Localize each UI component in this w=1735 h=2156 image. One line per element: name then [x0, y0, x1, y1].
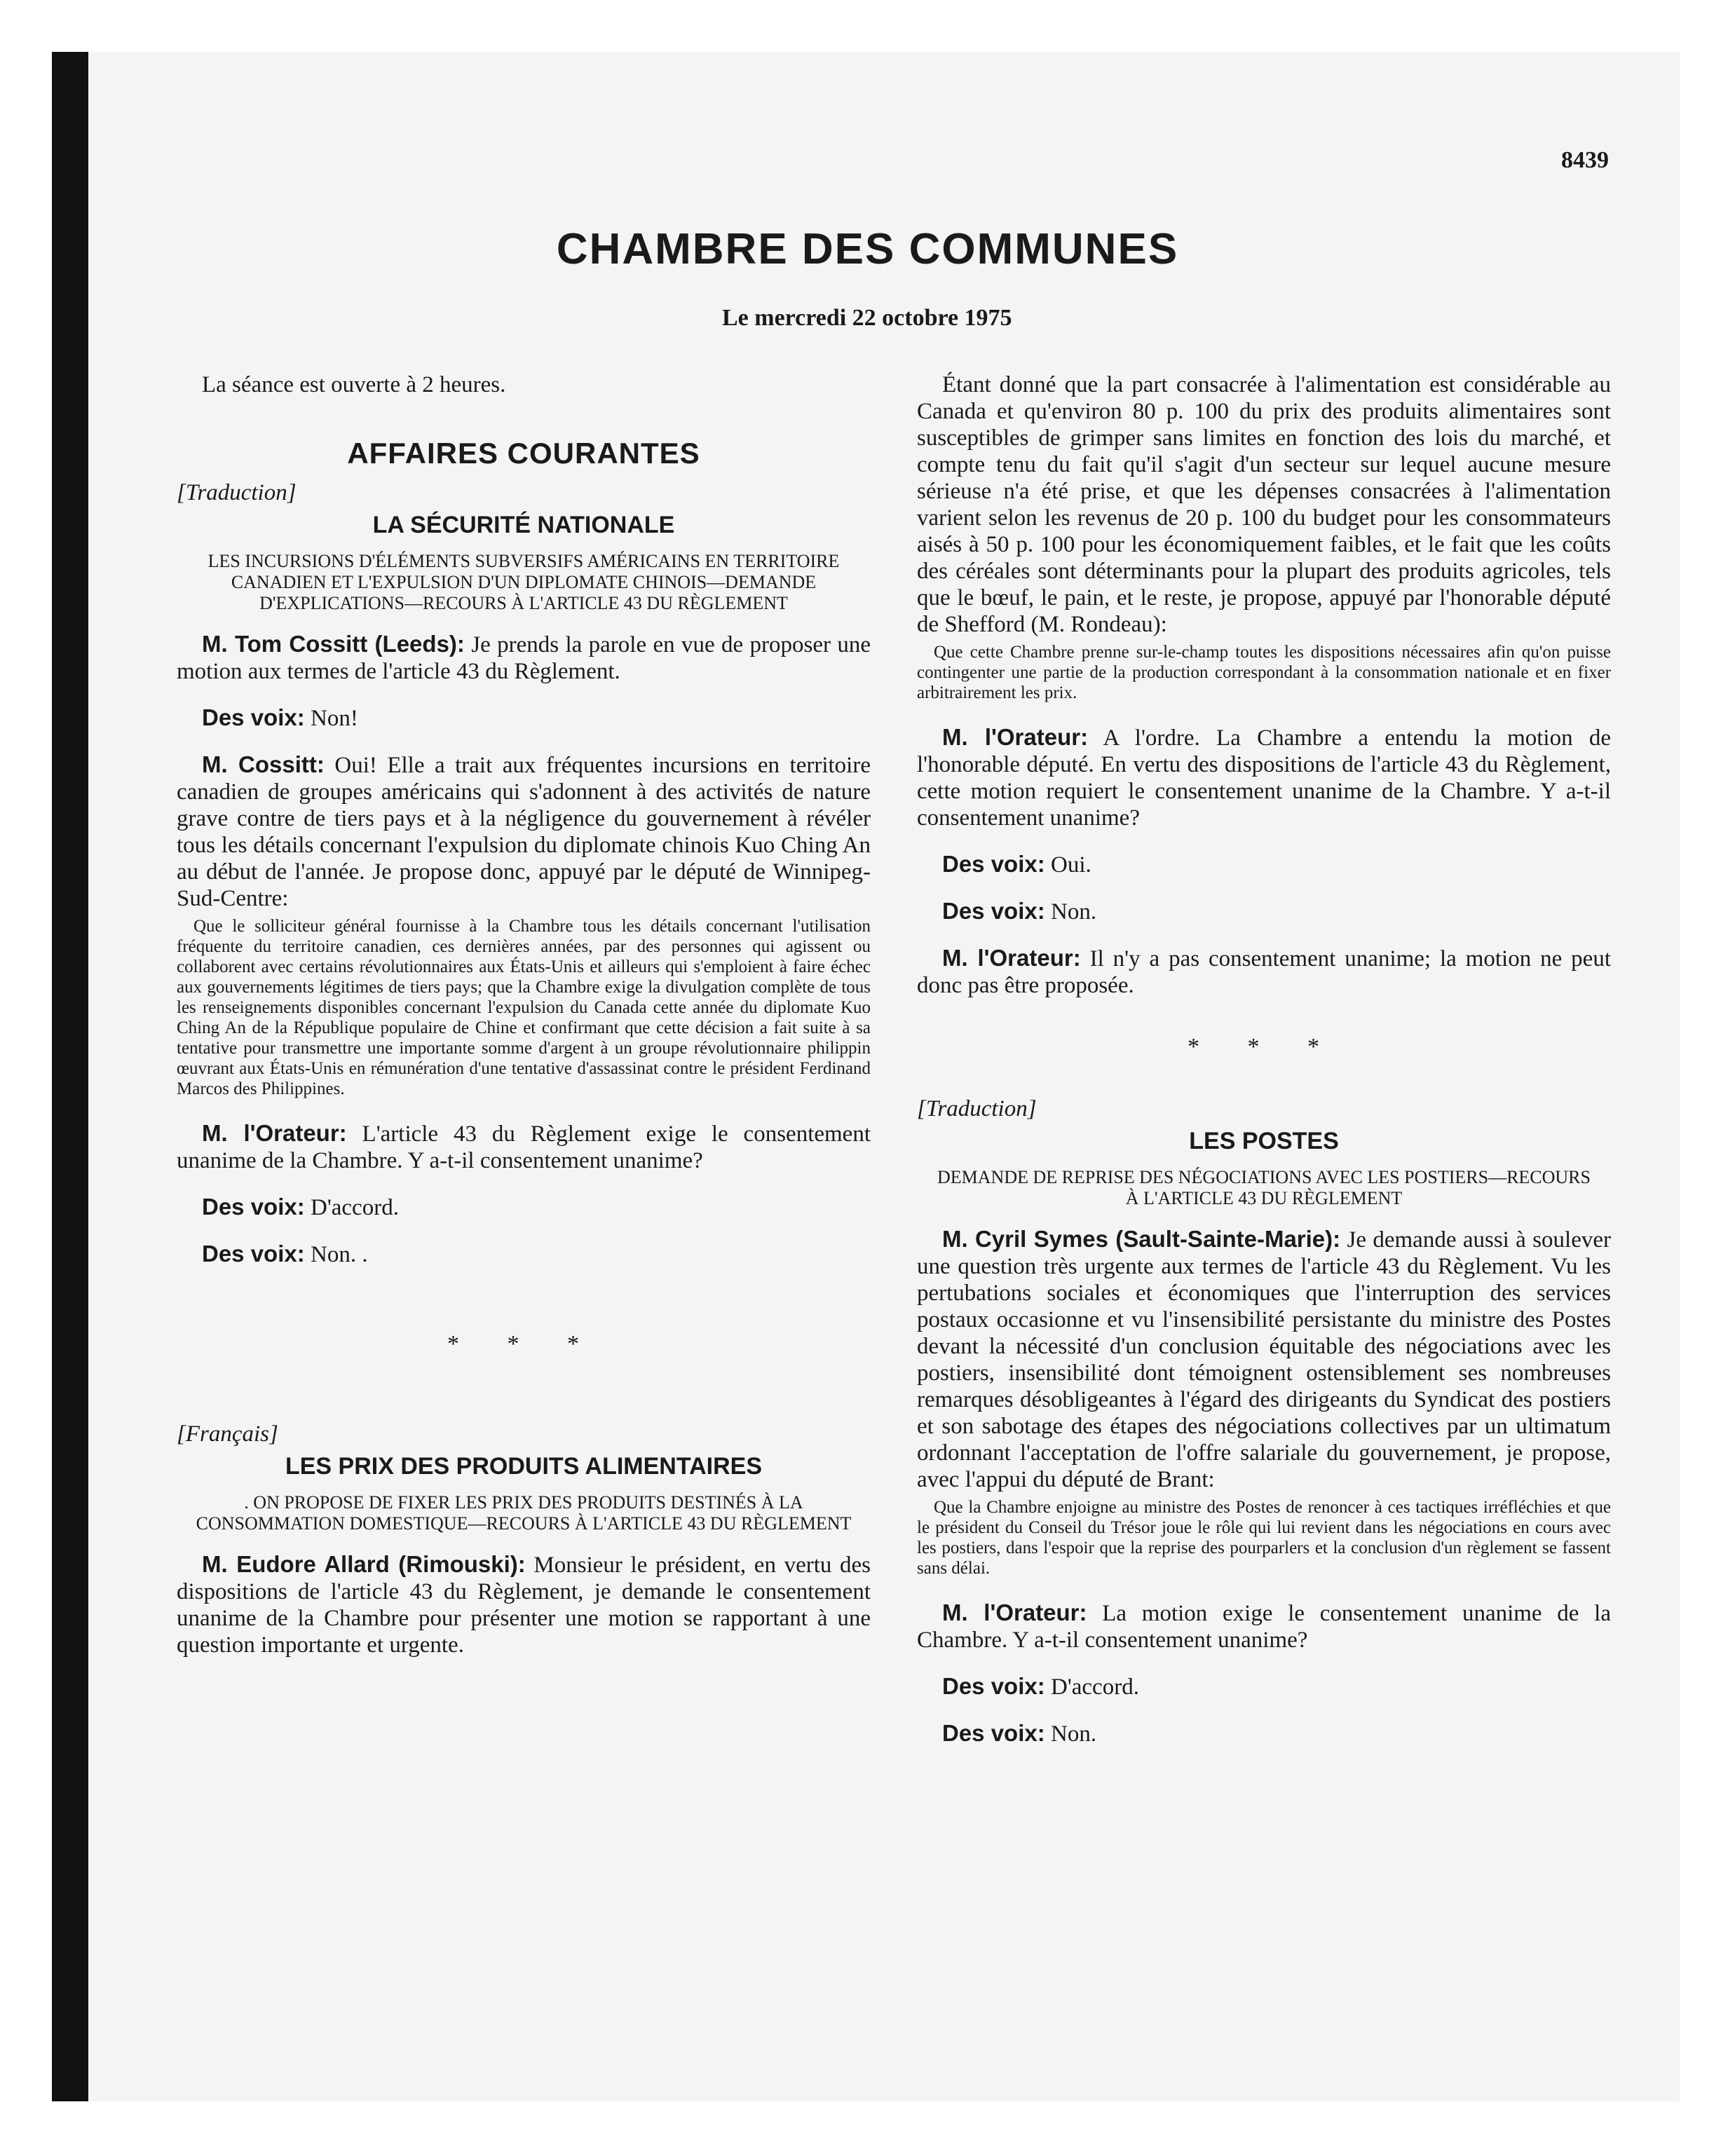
speaker-name: M. l'Orateur:	[942, 1599, 1087, 1625]
speaker-name: M. Cyril Symes (Sault-Sainte-Marie):	[942, 1226, 1341, 1252]
speech-paragraph	[177, 631, 871, 685]
speech-paragraph	[177, 1194, 871, 1221]
speech-paragraph	[177, 751, 871, 912]
scan-binding-edge	[52, 52, 88, 2101]
speaker-name: M. l'Orateur:	[942, 724, 1089, 750]
translation-tag: [Traduction]	[177, 480, 297, 505]
topic-heading-postes: DEMANDE DE REPRISE DES NÉGOCIATIONS AVEC LES POSTIERS—RECOURS À L'ARTICLE 43 DU RÈGLEMENT	[937, 1167, 1591, 1208]
left-column	[177, 371, 871, 1678]
speaker-name: Des voix:	[942, 851, 1045, 877]
subheading-securite-nationale: LA SÉCURITÉ NATIONALE	[372, 512, 675, 538]
speech-paragraph	[917, 945, 1611, 999]
speaker-name: Des voix:	[942, 1673, 1045, 1699]
speech-text: L'article 43 du Règlement exige le consentement unanime de la Chambre. Y a-t-il consentement unanime?	[177, 1121, 871, 1173]
speech-paragraph: Étant donné que la part consacrée à l'alimentation est considérable au Canada et qu'environ 80 p. 100 du prix des produits alimentaires sont susceptibles de grimper sans limites en fonction des lois du marché, et compte tenu du fait qu'il s'agit d'un secteur sur lequel aucune mesure sérieuse n'a été prise, et que les dépenses consacrées à l'alimentation varient selon les revenus de 20 p. 100 du budget pour les consommateurs aisés à 50 p. 100 pour les économiquement faibles, et le fait que les coûts des céréales sont déterminants pour la plupart des produits agricoles, tels que le bœuf, le pain, et le reste, je propose, appuyé par l'honorable député de Shefford (M. Rondeau):	[917, 372, 1611, 637]
speaker-name: Des voix:	[942, 898, 1045, 924]
speech-paragraph	[177, 704, 871, 732]
speaker-name: M. Eudore Allard (Rimouski):	[202, 1551, 526, 1577]
speech-paragraph	[917, 898, 1611, 925]
motion-text: Que le solliciteur général fournisse à la Chambre tous les détails concernant l'utilisation fréquente du territoire canadien, ces dernières années, par des personnes qui agissent ou collaborent avec certains révolutionnaires aux États-Unis et ailleurs qui s'emploient à faire échec aux gouvernements légitimes de tiers pays; que la Chambre exige la divulgation complète de tous les renseignements disponibles concernant l'expulsion du Canada cette année du diplomate Kuo Ching An de la République populaire de Chine et confirmant que cette décision a fait suite à sa tentative pour transmettre une importante somme d'argent à un groupe révolutionnaire philippin œuvrant aux États-Unis en rémunération d'une tentative d'assassinat contre le président Ferdinand Marcos des Philippines.	[177, 917, 871, 1098]
speech-text: D'accord.	[304, 1195, 399, 1220]
speech-text: Oui.	[1045, 852, 1091, 878]
speech-paragraph	[917, 724, 1611, 831]
speech-text: Non.	[1045, 1721, 1097, 1747]
opening-line: La séance est ouverte à 2 heures.	[202, 372, 506, 397]
speech-text: La motion exige le consentement unanime de la Chambre. Y a-t-il consentement unanime?	[917, 1601, 1611, 1653]
speaker-name: Des voix:	[942, 1720, 1045, 1746]
page-number: 8439	[1561, 147, 1609, 173]
speaker-name: Des voix:	[202, 704, 305, 730]
speech-paragraph	[177, 1120, 871, 1174]
right-column	[917, 371, 1611, 1767]
speaker-name: Des voix:	[202, 1241, 305, 1267]
speaker-name: M. Tom Cossitt (Leeds):	[202, 631, 465, 657]
speech-paragraph	[917, 1673, 1611, 1700]
speech-paragraph	[917, 1720, 1611, 1747]
translation-tag: [Français]	[177, 1421, 278, 1447]
section-separator: * * *	[1188, 1034, 1340, 1060]
sitting-date: Le mercredi 22 octobre 1975	[722, 305, 1012, 331]
speaker-name: Des voix:	[202, 1194, 305, 1220]
section-heading-affaires-courantes: AFFAIRES COURANTES	[347, 437, 700, 470]
page-title: CHAMBRE DES COMMUNES	[556, 225, 1179, 273]
speech-text: A l'ordre. La Chambre a entendu la motion de l'honorable député. En vertu des dispositions de l'article 43 du Règlement, cette motion requiert le consentement unanime de la Chambre. Y a-t-il consentement unanime?	[917, 725, 1611, 831]
section-separator: * * *	[447, 1331, 600, 1357]
speech-text: Monsieur le président, en vertu des dispositions de l'article 43 du Règlement, je demande le consentement unanime de la Chambre pour présenter une motion se rapportant à une question importante et urgente.	[177, 1553, 871, 1658]
speech-text: Oui! Elle a trait aux fréquentes incursions en territoire canadien de groupes américains qui s'adonnent à des activités de nature grave contre de tiers pays et à la négligence du gouvernement à révéler tous les détails concernant l'expulsion du diplomate chinois Kuo Ching An au début de l'année. Je propose donc, appuyé par le député de Winnipeg-Sud-Centre:	[177, 753, 871, 911]
speech-text: Non.	[1045, 899, 1097, 925]
speaker-name: M. l'Orateur:	[942, 945, 1081, 971]
speech-text: Il n'y a pas consentement unanime; la motion ne peut donc pas être proposée.	[917, 946, 1611, 998]
speech-text: Non. .	[304, 1242, 368, 1267]
speech-text: Je demande aussi à soulever une question très urgente aux termes de l'article 43 du Règlement. Vu les pertubations sociales et économiques que l'interruption des services postaux occasionne et vu l'insensibilité persistante du ministre des Postes devant la nécessité d'un conclusion équitable des négociations avec les postiers, insensibilité dont témoignent ostensiblement ses nombreuses remarques désobligeantes à l'égard des dirigeants du Syndicat des postiers et son sabotage des étapes des négociations collectives par un ultimatum ordonnant l'acceptation de l'offre salariale du gouvernement, je propose, avec l'appui du député de Brant:	[917, 1227, 1611, 1492]
speech-text: Je prends la parole en vue de proposer une motion aux termes de l'article 43 du Règlement.	[177, 632, 871, 684]
speech-paragraph	[917, 851, 1611, 878]
speech-paragraph	[177, 1241, 871, 1268]
subheading-prix-alimentaires: LES PRIX DES PRODUITS ALIMENTAIRES	[285, 1453, 763, 1480]
speaker-name: M. l'Orateur:	[202, 1120, 347, 1146]
translation-tag: [Traduction]	[917, 1096, 1037, 1121]
speaker-name: M. Cossitt:	[202, 751, 325, 777]
speech-paragraph	[177, 1551, 871, 1658]
motion-text: Que la Chambre enjoigne au ministre des Postes de renoncer à ces tactiques irréfléchies et que le président du Conseil du Trésor joue le rôle qui lui revient dans les négociations en cours avec les postiers, dans l'espoir que la reprise des pourparlers et la conclusion d'un règlement se fassent sans délai.	[917, 1498, 1611, 1578]
subheading-les-postes: LES POSTES	[1189, 1128, 1339, 1154]
speech-text: D'accord.	[1045, 1674, 1139, 1700]
topic-heading-prix: . ON PROPOSE DE FIXER LES PRIX DES PRODUITS DESTINÉS À LA CONSOMMATION DOMESTIQUE—RECOURS À L'ARTICLE 43 DU RÈGLEMENT	[196, 1492, 852, 1534]
motion-text: Que cette Chambre prenne sur-le-champ toutes les dispositions nécessaires afin qu'on puisse contingenter une partie de la production correspondant à la consommation nationale et en fixer arbitrairement les prix.	[917, 643, 1611, 702]
topic-heading-incursions: LES INCURSIONS D'ÉLÉMENTS SUBVERSIFS AMÉRICAINS EN TERRITOIRE CANADIEN ET L'EXPULSION D'UN DIPLOMATE CHINOIS—DEMANDE D'EXPLICATIONS—RECOURS À L'ARTICLE 43 DU RÈGLEMENT	[207, 551, 840, 613]
speech-paragraph	[917, 1599, 1611, 1653]
speech-paragraph	[917, 1226, 1611, 1493]
speech-text: Non!	[304, 706, 358, 731]
